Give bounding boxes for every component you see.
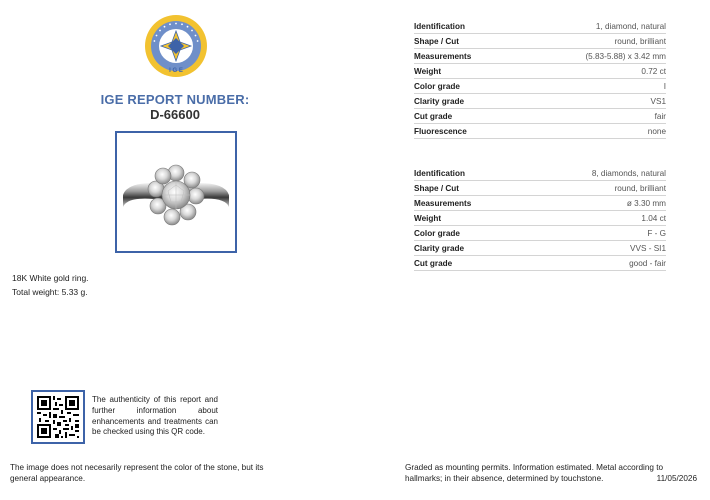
row-label: Color grade [414, 81, 460, 91]
row-label: Shape / Cut [414, 36, 460, 46]
table-row [414, 64, 666, 79]
item-total-weight: Total weight: 5.33 g. [12, 287, 88, 297]
row-value: fair [654, 111, 666, 121]
row-value: 1.04 ct [641, 213, 666, 223]
table-row [414, 19, 666, 34]
row-label: Clarity grade [414, 96, 465, 106]
report-number-label: IGE REPORT NUMBER: [100, 92, 250, 107]
row-value: ø 3.30 mm [626, 198, 666, 208]
row-value: round, brilliant [614, 36, 666, 46]
report-date: 11/05/2026 [656, 474, 697, 483]
row-value: F - G [647, 228, 666, 238]
row-label: Measurements [414, 198, 472, 208]
item-description: 18K White gold ring. [12, 273, 89, 283]
row-label: Cut grade [414, 111, 453, 121]
row-value: (5.83-5.88) x 3.42 mm [585, 51, 666, 61]
row-value: VVS - SI1 [630, 243, 666, 253]
ring-image [117, 133, 235, 251]
qr-code-frame[interactable] [31, 390, 85, 444]
row-value: round, brilliant [614, 183, 666, 193]
row-value: VS1 [650, 96, 666, 106]
row-value: good - fair [629, 258, 666, 268]
footer-disclaimer-grading: Graded as mounting permits. Information estimated. Metal according to hallmarks; in their absence, determined by touchstone. [405, 463, 664, 483]
row-value: 8, diamonds, natural [591, 168, 666, 178]
ring-photo-frame [115, 131, 237, 253]
row-label: Weight [414, 213, 442, 223]
row-label: Cut grade [414, 258, 453, 268]
row-label: Identification [414, 168, 465, 178]
table-row [414, 49, 666, 64]
table-row [414, 196, 666, 211]
row-label: Identification [414, 21, 465, 31]
row-label: Shape / Cut [414, 183, 460, 193]
svg-text:I G E: I G E [169, 68, 183, 74]
table-row [414, 181, 666, 196]
row-value: I [663, 81, 666, 91]
table-row [414, 226, 666, 241]
row-label: Weight [414, 66, 442, 76]
side-stones-table [414, 166, 666, 271]
table-row [414, 166, 666, 181]
row-label: Clarity grade [414, 243, 465, 253]
row-value: none [647, 126, 666, 136]
table-row [414, 94, 666, 109]
table-row [414, 124, 666, 139]
row-label: Color grade [414, 228, 460, 238]
table-row [414, 211, 666, 226]
qr-code-icon[interactable] [33, 392, 83, 442]
table-row [414, 34, 666, 49]
row-label: Measurements [414, 51, 472, 61]
main-stone-table [414, 19, 666, 139]
table-row [414, 79, 666, 94]
footer-disclaimer-image: The image does not necesarily represent the color of the stone, but its general appearance. [10, 463, 264, 483]
ige-seal-logo [144, 14, 208, 78]
table-row [414, 109, 666, 124]
row-label: Fluorescence [414, 126, 467, 136]
row-value: 1, diamond, natural [595, 21, 666, 31]
row-value: 0.72 ct [641, 66, 666, 76]
table-row [414, 241, 666, 256]
footer-right-block [405, 462, 697, 484]
table-row [414, 256, 666, 271]
qr-explanation-text: The authenticity of this report and further information about enhancements and treatments can be checked using this QR code. [92, 395, 218, 437]
report-number: D-66600 [150, 107, 200, 122]
